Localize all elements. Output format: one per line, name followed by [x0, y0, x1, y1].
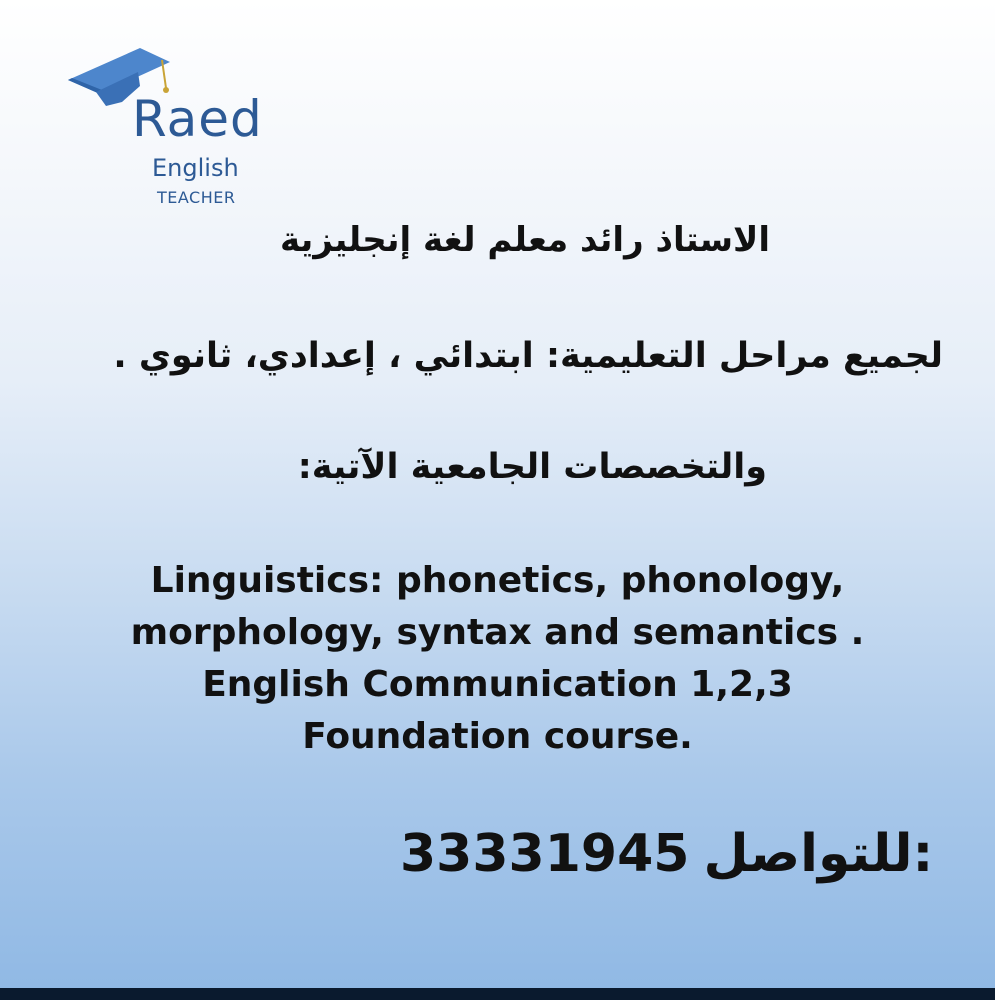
contact-number: 33331945	[400, 824, 690, 884]
arabic-majors: والتخصصات الجامعية الآتية:	[297, 447, 767, 487]
courses-list	[0, 555, 995, 763]
course-line: morphology, syntax and semantics .	[130, 612, 865, 653]
logo-name: Raed	[132, 90, 263, 148]
logo-subtitle: English	[152, 154, 239, 182]
contact-line	[400, 824, 933, 884]
course-line: Linguistics: phonetics, phonology,	[150, 560, 845, 601]
logo-role: TEACHER	[157, 188, 236, 207]
raed-logo	[66, 42, 286, 212]
arabic-levels: لجميع مراحل التعليمية: ابتدائي ، إعدادي، ثانوي .	[113, 336, 943, 376]
course-line: Foundation course.	[302, 716, 693, 757]
bottom-bar	[0, 988, 995, 1000]
course-line: English Communication 1,2,3	[202, 664, 793, 705]
arabic-heading: الاستاذ رائد معلم لغة إنجليزية	[279, 220, 770, 260]
contact-label: :للتواصل	[703, 824, 934, 884]
